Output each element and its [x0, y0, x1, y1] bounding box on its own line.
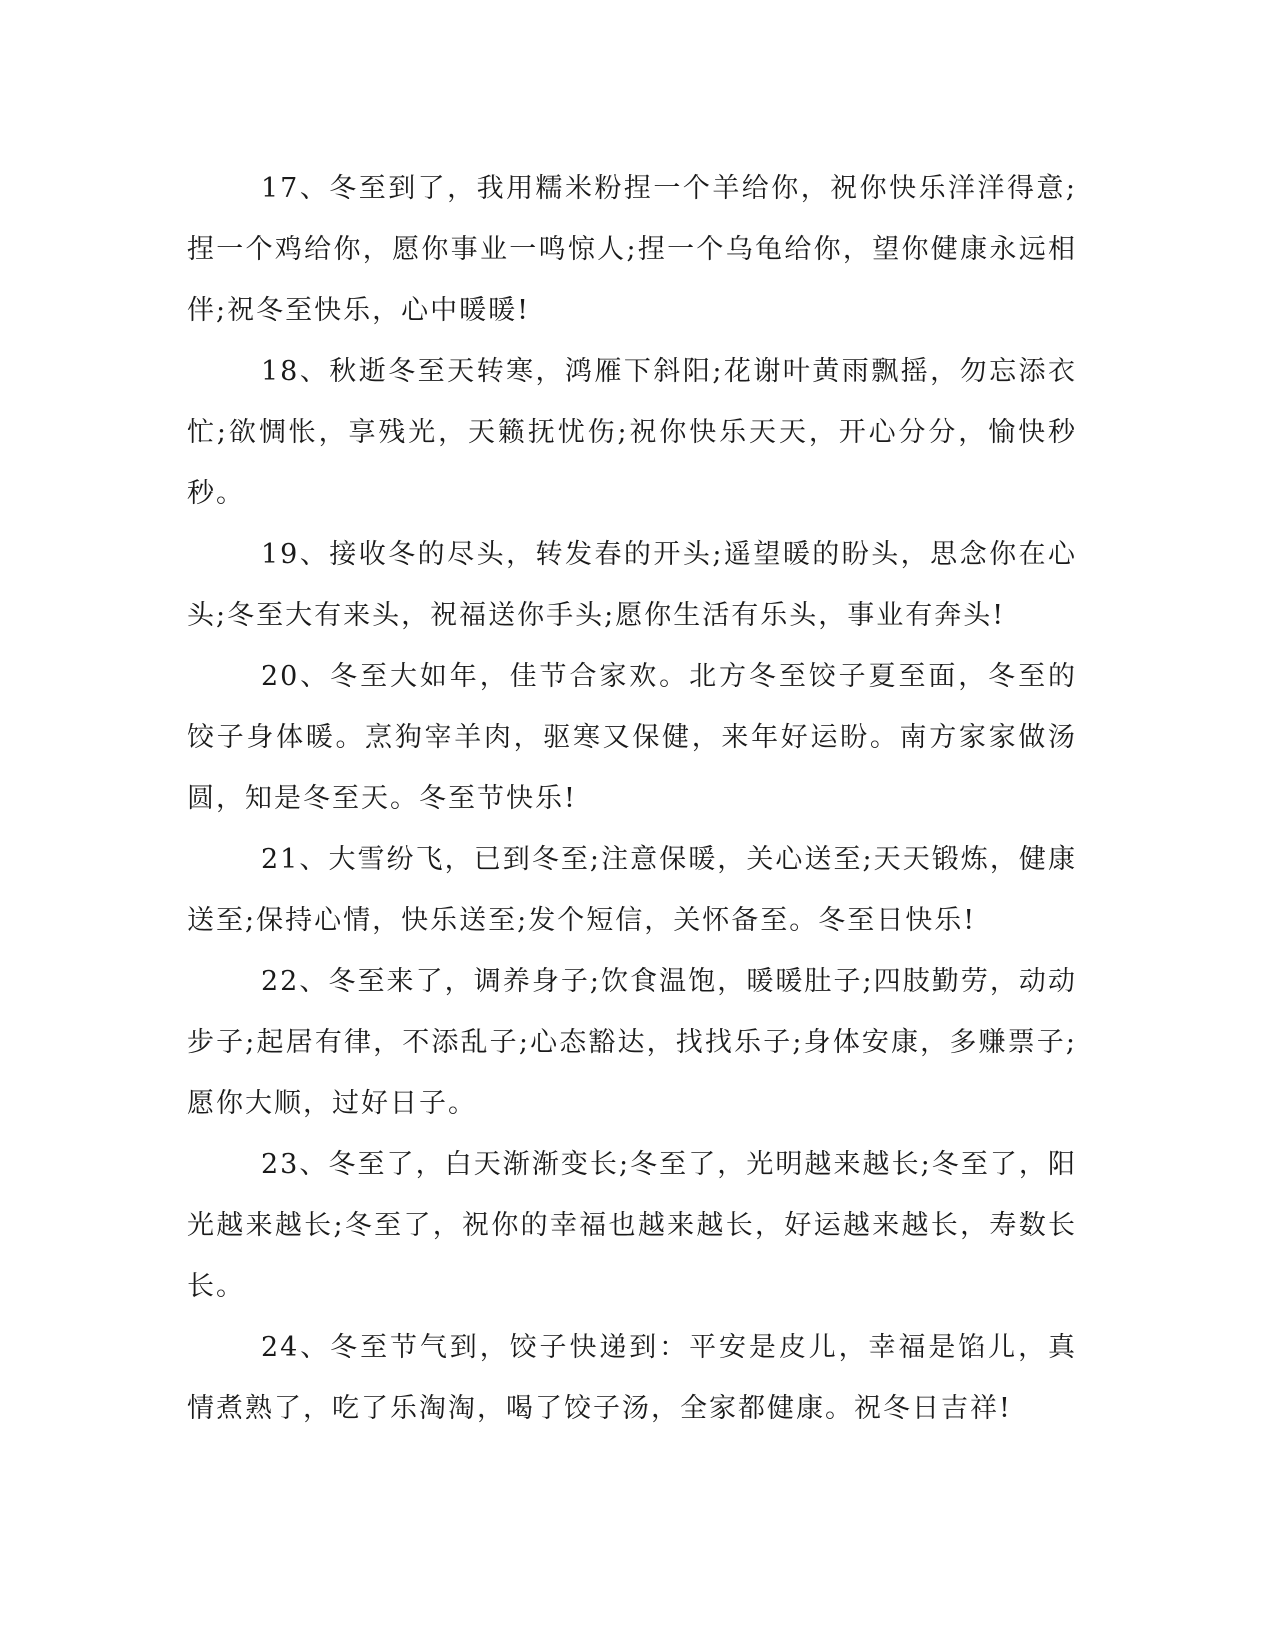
paragraph-17: 17、冬至到了，我用糯米粉捏一个羊给你，祝你快乐洋洋得意;捏一个鸡给你，愿你事业一鸣惊人;捏一个乌龟给你，望你健康永远相伴;祝冬至快乐，心中暖暖! — [187, 173, 1077, 326]
paragraph-24: 24、冬至节气到，饺子快递到：平安是皮儿，幸福是馅儿，真情煮熟了，吃了乐淘淘，喝了饺子汤，全家都健康。祝冬日吉祥! — [187, 1332, 1077, 1424]
document-body — [187, 158, 1077, 1439]
paragraph-23: 23、冬至了，白天渐渐变长;冬至了，光明越来越长;冬至了，阳光越来越长;冬至了，祝你的幸福也越来越长，好运越来越长，寿数长长。 — [187, 1149, 1077, 1302]
paragraph-20: 20、冬至大如年，佳节合家欢。北方冬至饺子夏至面，冬至的饺子身体暖。烹狗宰羊肉，驱寒又保健，来年好运盼。南方家家做汤圆，知是冬至天。冬至节快乐! — [187, 661, 1077, 814]
paragraph-21: 21、大雪纷飞，已到冬至;注意保暖，关心送至;天天锻炼，健康送至;保持心情，快乐送至;发个短信，关怀备至。冬至日快乐! — [187, 844, 1077, 936]
paragraph-22: 22、冬至来了，调养身子;饮食温饱，暖暖肚子;四肢勤劳，动动步子;起居有律，不添乱子;心态豁达，找找乐子;身体安康，多赚票子;愿你大顺，过好日子。 — [187, 966, 1077, 1119]
paragraph-19: 19、接收冬的尽头，转发春的开头;遥望暖的盼头，思念你在心头;冬至大有来头，祝福送你手头;愿你生活有乐头，事业有奔头! — [187, 539, 1077, 631]
paragraph-18: 18、秋逝冬至天转寒，鸿雁下斜阳;花谢叶黄雨飘摇，勿忘添衣忙;欲惆怅，享残光，天籁抚忧伤;祝你快乐天天，开心分分，愉快秒秒。 — [187, 356, 1077, 509]
